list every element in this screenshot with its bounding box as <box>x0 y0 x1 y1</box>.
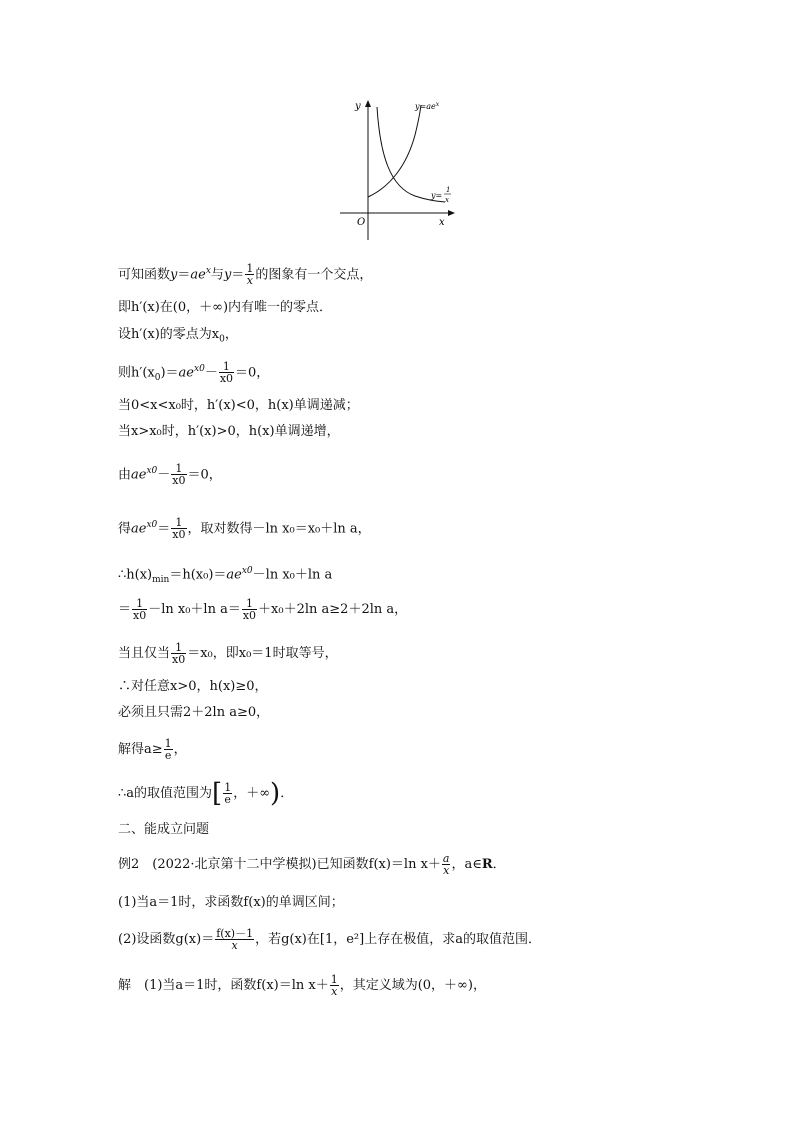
t: ＝0， <box>235 365 270 381</box>
reciprocal-curve-den: x <box>445 196 449 204</box>
reciprocal-curve-num: 1 <box>446 186 451 194</box>
t: ∴a的取值范围为 <box>118 786 213 801</box>
t: 由 <box>118 467 132 483</box>
fraction <box>171 463 186 486</box>
t: ， <box>173 742 187 757</box>
question-1: (1)当a＝1时，求函数f(x)的单调区间； <box>118 895 344 910</box>
t: 解得a≥ <box>118 742 163 757</box>
t: ae <box>190 267 206 283</box>
den: x0 <box>133 609 147 622</box>
example-line <box>118 853 506 876</box>
t: y <box>223 267 232 283</box>
t: ＝ <box>118 602 132 617</box>
t: ＝h(x₀)＝ <box>169 567 227 583</box>
t: ∴h(x) <box>118 567 153 583</box>
t: ae <box>226 567 242 583</box>
question-2 <box>118 928 541 951</box>
exp-curve <box>368 105 421 197</box>
t: ae <box>131 467 147 483</box>
fraction <box>219 361 234 384</box>
den: x0 <box>172 528 186 542</box>
t: 与 <box>210 267 224 283</box>
t: 可知函数 <box>118 267 171 283</box>
fraction <box>242 598 257 621</box>
den: x0 <box>219 372 234 386</box>
num: a <box>442 852 450 865</box>
text-line-11 <box>118 642 338 665</box>
section-heading: 二、能成立问题 <box>118 822 210 837</box>
den: x0 <box>172 653 186 666</box>
num: f(x)－1 <box>216 927 254 940</box>
y-axis-label: y <box>355 101 361 112</box>
fraction <box>171 642 186 665</box>
origin-label: O <box>357 217 366 228</box>
num: 1 <box>330 973 338 986</box>
text-line-4 <box>118 360 269 387</box>
t: ． <box>280 786 294 801</box>
num: 1 <box>136 597 144 610</box>
bracket: ) <box>270 778 281 809</box>
text-line-3 <box>118 326 238 349</box>
t: x0 <box>146 520 158 530</box>
num: 1 <box>224 781 232 794</box>
fraction <box>164 738 173 761</box>
x-axis-arrow <box>448 210 455 216</box>
t: x <box>205 266 211 276</box>
t: x0 <box>241 566 253 576</box>
t: 设h′(x)的零点为x <box>118 327 220 342</box>
t: ＋x₀＋2ln a≥2＋2ln a， <box>258 602 408 617</box>
num: 1 <box>175 641 183 654</box>
text-line-6: 当x>x₀时，h′(x)>0，h(x)单调递增， <box>118 424 340 439</box>
t: 的图象有一个交点， <box>255 267 373 283</box>
solution-line <box>118 974 486 997</box>
t: － <box>204 365 218 381</box>
t: ＝ <box>231 267 245 283</box>
t: －ln x₀＋ln a <box>252 567 333 583</box>
den: x0 <box>242 609 257 622</box>
t: y <box>170 267 178 283</box>
t: min <box>152 574 170 585</box>
t: ． <box>492 857 506 872</box>
reciprocal-curve <box>377 107 445 202</box>
t: R <box>481 857 493 872</box>
text-line-1 <box>118 262 372 286</box>
num: 1 <box>222 360 230 374</box>
exp-curve-label: $y=ae^x$ <box>415 101 440 111</box>
t: ，a∈ <box>451 857 482 872</box>
t: 当且仅当 <box>118 646 171 661</box>
den: x <box>246 274 253 288</box>
t: ae <box>178 365 194 381</box>
num: 1 <box>175 462 183 476</box>
t: ，若g(x)在[1，e²]上存在极值，求a的取值范围． <box>255 932 541 947</box>
den: x0 <box>172 474 186 488</box>
text-line-9 <box>118 562 332 589</box>
t: 0 <box>219 334 225 345</box>
x-axis-label: x <box>439 217 445 228</box>
t: ＝ <box>177 267 191 283</box>
t: ， <box>224 327 238 342</box>
function-graph <box>335 95 465 245</box>
text-line-5: 当0<x<x₀时，h′(x)<0，h(x)单调递减； <box>118 398 359 413</box>
text-line-14 <box>118 738 187 761</box>
text-line-10 <box>118 598 407 621</box>
t: ＝ <box>157 521 171 537</box>
t: 得 <box>118 521 132 537</box>
den: x <box>443 864 450 877</box>
den: e <box>224 793 231 806</box>
t: )＝ <box>160 365 179 381</box>
fraction <box>245 263 254 286</box>
text-line-13: 必须且只需2＋2ln a≥0， <box>118 705 270 720</box>
num: 1 <box>175 516 183 530</box>
text-line-7 <box>118 462 222 486</box>
fraction <box>330 974 339 997</box>
t: 例2 (2022·北京第十二中学模拟)已知函数f(x)＝ln x＋ <box>118 857 441 872</box>
bracket: [ <box>212 778 223 809</box>
den: e <box>164 749 172 762</box>
fraction <box>171 517 186 540</box>
t: ＝x₀，即x₀＝1时取等号， <box>187 646 338 661</box>
num: 1 <box>164 737 172 750</box>
t: x0 <box>194 364 205 374</box>
fraction <box>215 928 254 951</box>
text-line-8 <box>118 516 371 540</box>
den: x <box>331 985 338 998</box>
fraction <box>223 782 232 805</box>
fraction <box>132 598 147 621</box>
t: －ln x₀＋ln a＝ <box>148 602 241 617</box>
text-line-12: ∴对任意x>0，h(x)≥0， <box>118 679 268 694</box>
t: (2)设函数g(x)＝ <box>118 932 215 947</box>
t: ，＋∞ <box>233 786 271 801</box>
den: x <box>215 939 254 951</box>
t: ae <box>131 521 147 537</box>
text-line-2: 即h′(x)在(0，＋∞)内有唯一的零点． <box>118 300 333 315</box>
fraction <box>442 853 451 876</box>
t: ，其定义域为(0，＋∞)， <box>339 978 486 993</box>
t: 则h′(x <box>118 365 155 381</box>
t: ＝0， <box>187 467 222 483</box>
reciprocal-curve-label: y= <box>431 191 443 200</box>
text-line-15 <box>118 778 294 809</box>
num: 1 <box>245 597 253 610</box>
t: 解 (1)当a＝1时，函数f(x)＝ln x＋ <box>118 978 329 993</box>
num: 1 <box>246 262 254 276</box>
t: 0 <box>154 372 161 383</box>
t: ，取对数得－ln x₀＝x₀＋ln a， <box>187 521 371 537</box>
y-axis-arrow <box>365 100 371 107</box>
t: － <box>157 467 171 483</box>
t: x0 <box>146 466 158 476</box>
